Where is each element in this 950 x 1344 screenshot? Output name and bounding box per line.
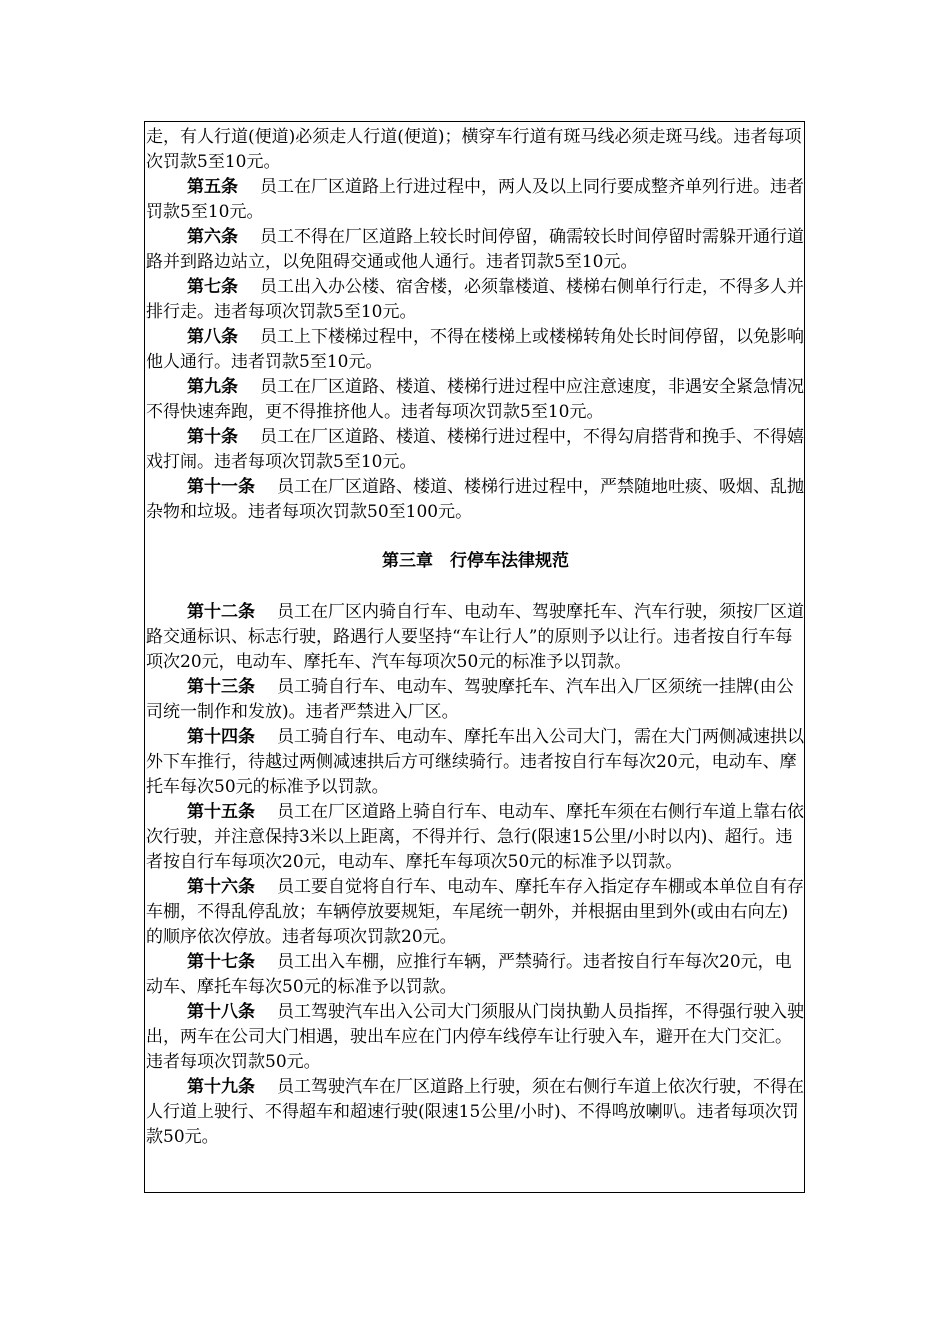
article-text: 员工在厂区道路上骑自行车、电动车、摩托车须在右侧行车道上靠右依次行驶，并注意保持3米以上距离，不得并行、急行(限速15公里/小时以内)、超行。违者按自行车每项次20元，电动车、摩托车每项次50元的标准予以罚款。: [146, 802, 804, 872]
chapter-title: 行停车法律规范: [450, 551, 569, 571]
article-text: 员工骑自行车、电动车、驾驶摩托车、汽车出入厂区须统一挂牌(由公司统一制作和发放)。违者严禁进入厂区。: [146, 677, 794, 722]
article-number: 第十五条: [187, 802, 255, 822]
article-number: 第八条: [187, 327, 238, 347]
article-text: 员工要自觉将自行车、电动车、摩托车存入指定存车棚或本单位自有存车棚，不得乱停乱放；车辆停放要规矩，车尾统一朝外，并根据由里到外(或由右向左)的顺序依次停放。违者每项次罚款20元。: [146, 877, 804, 947]
article-text: 员工出入办公楼、宿舍楼，必须靠楼道、楼梯右侧单行行走，不得多人并排行走。违者每项次罚款5至10元。: [146, 277, 804, 322]
article-number: 第十一条: [187, 477, 255, 497]
article-text: 员工出入车棚，应推行车辆，严禁骑行。违者按自行车每次20元，电动车、摩托车每次50元的标准予以罚款。: [146, 952, 792, 997]
article-text: 员工在厂区道路上行进过程中，两人及以上同行要成整齐单列行进。违者罚款5至10元。: [146, 177, 804, 222]
article-number: 第十二条: [187, 602, 255, 622]
article-number: 第十三条: [187, 677, 255, 697]
continuation-paragraph: [146, 125, 805, 175]
article-7: [146, 275, 805, 325]
article-14: [146, 725, 805, 800]
article-11: [146, 475, 805, 525]
article-text: 员工上下楼梯过程中，不得在楼梯上或楼梯转角处长时间停留，以免影响他人通行。违者罚款5至10元。: [146, 327, 804, 372]
article-number: 第十八条: [187, 1002, 255, 1022]
article-9: [146, 375, 805, 425]
chapter-heading: [146, 549, 805, 574]
article-number: 第十四条: [187, 727, 255, 747]
article-number: 第六条: [187, 227, 238, 247]
article-15: [146, 800, 805, 875]
article-text: 员工在厂区内骑自行车、电动车、驾驶摩托车、汽车行驶，须按厂区道路交通标识、标志行驶，路遇行人要坚持“车让行人”的原则予以让行。违者按自行车每项次20元，电动车、摩托车、汽车每项次50元的标准予以罚款。: [146, 602, 804, 672]
document-body: [146, 125, 805, 1150]
article-16: [146, 875, 805, 950]
article-19: [146, 1075, 805, 1150]
article-text: 员工不得在厂区道路上较长时间停留，确需较长时间停留时需躲开通行道路并到路边站立，以免阻碍交通或他人通行。违者罚款5至10元。: [146, 227, 804, 272]
article-17: [146, 950, 805, 1000]
article-number: 第七条: [187, 277, 238, 297]
article-8: [146, 325, 805, 375]
chapter-number: 第三章: [382, 551, 433, 571]
article-number: 第九条: [187, 377, 238, 397]
article-18: [146, 1000, 805, 1075]
article-text: 员工在厂区道路、楼道、楼梯行进过程中，严禁随地吐痰、吸烟、乱抛杂物和垃圾。违者每项次罚款50至100元。: [146, 477, 804, 522]
article-text: 员工驾驶汽车在厂区道路上行驶，须在右侧行车道上依次行驶，不得在人行道上驶行、不得超车和超速行驶(限速15公里/小时)、不得鸣放喇叭。违者每项次罚款50元。: [146, 1077, 804, 1147]
article-text: 员工在厂区道路、楼道、楼梯行进过程中应注意速度，非遇安全紧急情况不得快速奔跑，更不得推挤他人。违者每项次罚款5至10元。: [146, 377, 804, 422]
article-number: 第十六条: [187, 877, 255, 897]
article-12: [146, 600, 805, 675]
article-13: [146, 675, 805, 725]
article-text: 员工驾驶汽车出入公司大门须服从门岗执勤人员指挥，不得强行驶入驶出，两车在公司大门相遇，驶出车应在门内停车线停车让行驶入车，避开在大门交汇。违者每项次罚款50元。: [146, 1002, 804, 1072]
article-number: 第五条: [187, 177, 238, 197]
article-number: 第十条: [187, 427, 238, 447]
article-text: 员工骑自行车、电动车、摩托车出入公司大门，需在大门两侧减速拱以外下车推行，待越过两侧减速拱后方可继续骑行。违者按自行车每次20元，电动车、摩托车每次50元的标准予以罚款。: [146, 727, 804, 797]
article-6: [146, 225, 805, 275]
paragraph-text: 走，有人行道(便道)必须走人行道(便道)；横穿车行道有斑马线必须走斑马线。违者每项次罚款5至10元。: [146, 127, 802, 172]
article-text: 员工在厂区道路、楼道、楼梯行进过程中，不得勾肩搭背和挽手、不得嬉戏打闹。违者每项次罚款5至10元。: [146, 427, 804, 472]
article-5: [146, 175, 805, 225]
article-number: 第十七条: [187, 952, 255, 972]
article-10: [146, 425, 805, 475]
article-number: 第十九条: [187, 1077, 255, 1097]
